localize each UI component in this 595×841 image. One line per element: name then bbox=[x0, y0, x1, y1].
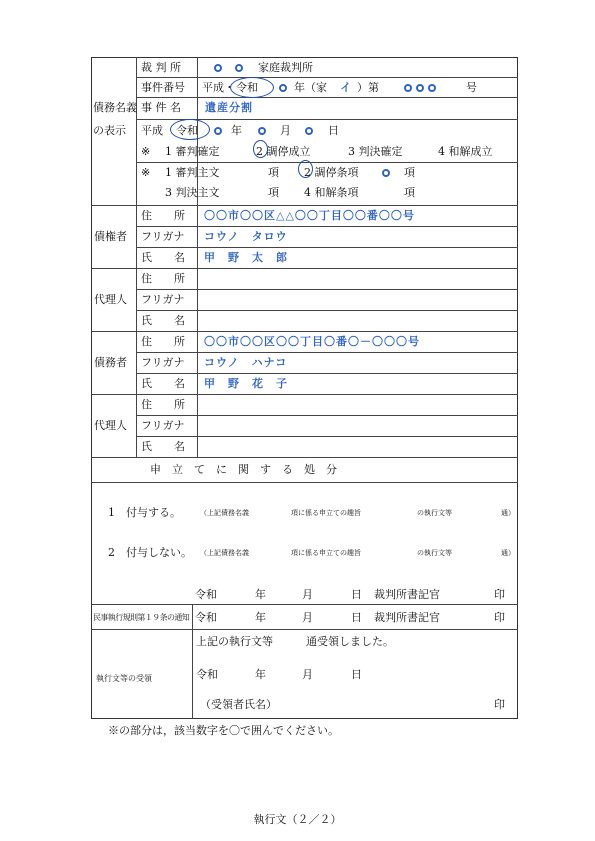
col-divider-left bbox=[136, 57, 137, 457]
case-era-selected: 令和 bbox=[236, 81, 258, 94]
clause-option: 項 bbox=[268, 186, 279, 199]
court-name: 家庭裁判所 bbox=[258, 61, 313, 74]
clause-option: 項 bbox=[404, 186, 415, 199]
debtor-label: 債務者 bbox=[94, 356, 127, 369]
case-number-mark bbox=[416, 84, 424, 92]
page-footer: 執行文（２／２） bbox=[253, 813, 342, 826]
notice-label: 民事執行規則第１９条の通知 bbox=[93, 613, 190, 622]
row-line bbox=[91, 205, 518, 206]
case-close: ）第 bbox=[357, 81, 379, 94]
date-day-mark bbox=[305, 127, 313, 135]
clause-option: 4 和解条項 bbox=[304, 186, 359, 199]
court-label: 裁 判 所 bbox=[141, 61, 181, 74]
row-line bbox=[91, 268, 518, 269]
furigana-label: フリガナ bbox=[141, 230, 185, 243]
clause-option: 1 審判主文 bbox=[165, 166, 220, 179]
col-divider-casename bbox=[197, 97, 198, 119]
creditor-agent-label: 代理人 bbox=[94, 293, 127, 306]
disposition-seal: 印 bbox=[494, 588, 505, 601]
row-line bbox=[136, 310, 518, 311]
grant-option: 1 付与する。 bbox=[108, 506, 181, 519]
notice-day: 日 bbox=[351, 611, 362, 624]
name-label: 氏 名 bbox=[141, 314, 185, 327]
furigana-label: フリガナ bbox=[141, 356, 185, 369]
date-month: 月 bbox=[280, 124, 291, 137]
deny-option: 2 付与しない。 bbox=[108, 546, 192, 559]
case-name-label: 事 件 名 bbox=[141, 101, 181, 114]
notice-era: 令和 bbox=[195, 611, 217, 624]
notice-clerk: 裁判所書記官 bbox=[374, 611, 440, 624]
case-era-prefix: 平成・ bbox=[202, 81, 235, 94]
creditor-address: 〇〇市〇〇区△△〇〇丁目〇〇番〇〇号 bbox=[204, 209, 415, 222]
row-line bbox=[91, 604, 518, 605]
debtor-furigana: コウノ ハナコ bbox=[204, 356, 288, 369]
furigana-label: フリガナ bbox=[141, 419, 185, 432]
creditor-name: 甲 野 太 郎 bbox=[204, 251, 288, 264]
row-line bbox=[136, 226, 518, 227]
disposition-title: 申 立 て に 関 す る 処 分 bbox=[150, 463, 337, 476]
clause-item-mark bbox=[382, 169, 390, 177]
receipt-signer: （受領者氏名） bbox=[200, 698, 277, 711]
row-line bbox=[136, 415, 518, 416]
confirm-option: 1 審判確定 bbox=[165, 145, 220, 158]
receipt-year: 年 bbox=[255, 668, 266, 681]
row-line bbox=[136, 162, 518, 163]
date-year: 年 bbox=[231, 124, 242, 137]
debtor-agent-label: 代理人 bbox=[94, 419, 127, 432]
receipt-month: 月 bbox=[302, 668, 313, 681]
address-label: 住 所 bbox=[141, 272, 185, 285]
court-mark bbox=[214, 64, 222, 72]
creditor-label: 債権者 bbox=[94, 230, 127, 243]
col-divider-bottom bbox=[192, 604, 193, 719]
row-line bbox=[136, 97, 518, 98]
case-name-value: 遺産分割 bbox=[205, 101, 253, 114]
notice-seal: 印 bbox=[494, 611, 505, 624]
disposition-month: 月 bbox=[302, 588, 313, 601]
row-line bbox=[136, 373, 518, 374]
row-line bbox=[136, 77, 518, 78]
date-era-selected: 令和 bbox=[176, 124, 198, 137]
confirm-mark: ※ bbox=[141, 145, 151, 158]
furigana-label: フリガナ bbox=[141, 293, 185, 306]
grant-detail: （上記債務名義 項に係る申立ての趣旨 の執行文等 通） bbox=[200, 509, 515, 517]
name-label: 氏 名 bbox=[141, 440, 185, 453]
deny-detail: （上記債務名義 項に係る申立ての趣旨 の執行文等 通） bbox=[200, 549, 515, 557]
row-line bbox=[91, 482, 518, 483]
row-line bbox=[91, 394, 518, 395]
address-label: 住 所 bbox=[141, 209, 185, 222]
address-label: 住 所 bbox=[141, 398, 185, 411]
notice-year: 年 bbox=[255, 611, 266, 624]
disposition-era: 令和 bbox=[195, 588, 217, 601]
date-month-mark bbox=[258, 127, 266, 135]
receipt-era: 令和 bbox=[196, 668, 218, 681]
creditor-furigana: コウノ タロウ bbox=[204, 230, 288, 243]
debt-title-label-2: の表示 bbox=[93, 124, 126, 137]
confirm-option: 4 和解成立 bbox=[438, 145, 493, 158]
receipt-day: 日 bbox=[351, 668, 362, 681]
date-era-prefix: 平成 bbox=[141, 124, 163, 137]
address-label: 住 所 bbox=[141, 335, 185, 348]
case-number-mark bbox=[404, 84, 412, 92]
row-line bbox=[91, 331, 518, 332]
clause-option: 項 bbox=[268, 166, 279, 179]
date-day: 日 bbox=[328, 124, 339, 137]
confirm-option: 3 判決確定 bbox=[348, 145, 403, 158]
case-type-char: イ bbox=[340, 81, 352, 94]
case-year-mark bbox=[279, 84, 287, 92]
case-no-label: 事件番号 bbox=[141, 81, 185, 94]
row-line bbox=[136, 289, 518, 290]
receipt-text: 上記の執行文等 通受領しました。 bbox=[196, 635, 394, 648]
case-year-suffix: 年（家 bbox=[294, 81, 327, 94]
row-line bbox=[91, 457, 518, 458]
case-number-suffix: 号 bbox=[466, 81, 477, 94]
row-line bbox=[136, 436, 518, 437]
row-line bbox=[136, 247, 518, 248]
case-number-mark bbox=[428, 84, 436, 92]
row-line bbox=[91, 629, 518, 630]
clause-option: 3 判決主文 bbox=[165, 186, 220, 199]
name-label: 氏 名 bbox=[141, 251, 185, 264]
disposition-year: 年 bbox=[255, 588, 266, 601]
row-line bbox=[136, 352, 518, 353]
clause-option: 項 bbox=[404, 166, 415, 179]
debtor-address: 〇〇市〇〇区〇〇丁目〇番〇－〇〇〇号 bbox=[204, 335, 420, 348]
disposition-day: 日 bbox=[351, 588, 362, 601]
disposition-clerk: 裁判所書記官 bbox=[374, 588, 440, 601]
instruction-note: ※の部分は，該当数字を〇で囲んでください。 bbox=[108, 724, 339, 737]
receipt-seal: 印 bbox=[494, 698, 505, 711]
receipt-label: 執行文等の受領 bbox=[96, 674, 152, 683]
debt-title-label-1: 債務名義 bbox=[93, 101, 137, 114]
confirm-option: 2 調停成立 bbox=[256, 145, 311, 158]
name-label: 氏 名 bbox=[141, 377, 185, 390]
clause-mark: ※ bbox=[141, 166, 151, 179]
date-year-mark bbox=[214, 127, 222, 135]
debtor-name: 甲 野 花 子 bbox=[204, 377, 288, 390]
clause-option: 2 調停条項 bbox=[304, 166, 359, 179]
notice-month: 月 bbox=[302, 611, 313, 624]
court-mark bbox=[235, 64, 243, 72]
